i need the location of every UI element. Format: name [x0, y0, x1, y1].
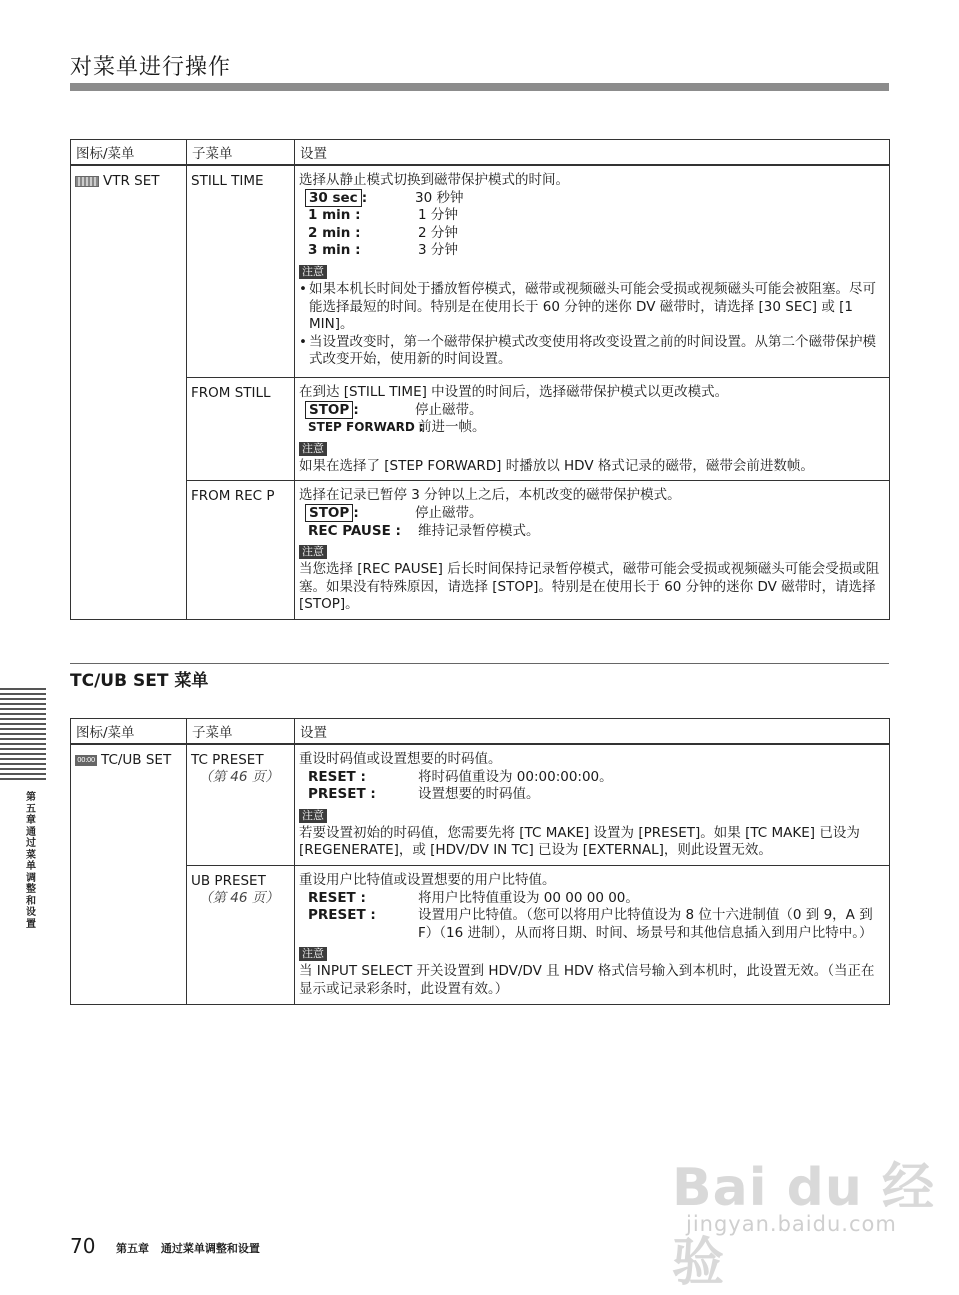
- option-key: 1 min :: [308, 207, 361, 224]
- title-bar: [70, 83, 889, 91]
- option-key: PRESET :: [308, 907, 376, 924]
- option-key: RESET :: [308, 889, 366, 906]
- table-row: [71, 378, 890, 481]
- setting-ub-preset: [295, 865, 890, 1004]
- table-row: [71, 481, 890, 620]
- table-header-row: [71, 719, 890, 745]
- option-key: STOP: [305, 401, 353, 419]
- table-row: [71, 744, 890, 865]
- header-menu: 图标/菜单: [71, 719, 187, 745]
- option-row: [299, 225, 885, 243]
- setting-description: 重设时码值或设置想要的时码值。: [299, 751, 502, 767]
- option-value: 30 秒钟: [415, 189, 464, 206]
- option-key: REC PAUSE :: [308, 522, 401, 539]
- option-value: 将用户比特值重设为 00 00 00 00。: [418, 889, 639, 906]
- header-menu: 图标/菜单: [71, 140, 187, 166]
- setting-description: 选择从静止模式切换到磁带保护模式的时间。: [299, 172, 569, 188]
- header-submenu: 子菜单: [187, 719, 295, 745]
- submenu-ub-preset: UB PRESET （第 46 页）: [187, 865, 295, 1004]
- option-row: [299, 207, 885, 225]
- page-title: 对菜单进行操作: [70, 55, 232, 80]
- page-reference: （第 46 页）: [199, 769, 279, 785]
- option-key: RESET :: [308, 768, 366, 785]
- setting-from-rec-p: [295, 481, 890, 620]
- option-row: STOP : 停止磁带。: [299, 402, 885, 420]
- note-text: 若要设置初始的时码值，您需要先将 [TC MAKE] 设置为 [PRESET]。如果 [TC MAKE] 已设为 [REGENERATE]，或 [HDV/DV IN TC] 已设为 [EXTERNAL]，则此设置无效。: [299, 824, 860, 859]
- note-bullet: • 如果本机长时间处于播放暂停模式，磁带或视频磁头可能会受损或视频磁头可能会被阻塞。尽可能选择最短的时间。特别是在使用长于 60 分钟的迷你 DV 磁带时，请选择 [30 SEC] 或 [1 MIN]。: [299, 280, 876, 333]
- table-row: [71, 165, 890, 378]
- option-row: [299, 523, 885, 541]
- option-value: 停止磁带。: [415, 401, 483, 418]
- chapter-tab-label: 第五章 通过菜单调整和设置: [26, 792, 36, 930]
- tape-icon: [75, 176, 99, 187]
- option-value: 停止磁带。: [415, 504, 483, 521]
- watermark-url: jingyan.baidu.com: [686, 1212, 897, 1236]
- note-text: 如果在选择了 [STEP FORWARD] 时播放以 HDV 格式记录的磁带，磁带会前进数帧。: [299, 457, 814, 474]
- setting-description: 选择在记录已暂停 3 分钟以上之后，本机改变的磁带保护模式。: [299, 487, 681, 504]
- option-key: 3 min :: [308, 242, 361, 259]
- option-value: 2 分钟: [418, 224, 458, 241]
- option-key: 2 min :: [308, 224, 361, 241]
- table-row: [71, 865, 890, 1004]
- section-title: TC/UB SET 菜单: [70, 671, 209, 691]
- tcub-set-table: [70, 718, 890, 1005]
- setting-from-still: [295, 378, 890, 481]
- option-row: [299, 242, 885, 260]
- option-row: [299, 419, 885, 437]
- menu-cell-tcub: [71, 744, 187, 1004]
- option-key: 30 sec: [305, 189, 362, 207]
- option-value: 将时码值重设为 00:00:00:00。: [418, 768, 613, 785]
- menu-cell-vtr: [71, 165, 187, 619]
- page-reference: （第 46 页）: [199, 889, 279, 906]
- header-submenu: 子菜单: [187, 140, 295, 166]
- option-row: 30 sec : 30 秒钟: [299, 190, 885, 208]
- note-bullet: • 当设置改变时，第一个磁带保护模式改变使用将改变设置之前的时间设置。从第二个磁带保护模式改变开始，使用新的时间设置。: [299, 333, 876, 368]
- option-value: 3 分钟: [418, 242, 458, 259]
- note-text: 当 INPUT SELECT 开关设置到 HDV/DV 且 HDV 格式信号输入到本机时，此设置无效。（当正在显示或记录彩条时，此设置有效。）: [299, 963, 875, 997]
- option-key: STOP: [305, 504, 353, 522]
- page-number: 70: [70, 1234, 96, 1258]
- option-key: PRESET :: [308, 786, 376, 803]
- note-text: 当您选择 [REC PAUSE] 后长时间保持记录暂停模式，磁带可能会受损或视频磁头可能会受损或阻塞。如果没有特殊原因，请选择 [STOP]。特别是在使用长于 60 分钟的迷你 DV 磁带时，请选择 [STOP]。: [299, 561, 880, 613]
- option-value: 设置用户比特值。（您可以将用户比特值设为 8 位十六进制值（0 到 9，A 到 F）（16 进制），从而将日期、时间、场景号和其他信息插入到用户比特中。）: [418, 907, 873, 941]
- option-value: 维持记录暂停模式。: [418, 522, 540, 539]
- setting-tc-preset: [295, 744, 890, 865]
- menu-label: VTR SET: [103, 173, 160, 189]
- option-row: [299, 907, 885, 942]
- option-row: [299, 769, 885, 787]
- note-badge: 注意: [299, 265, 327, 279]
- option-key: STEP FORWARD :: [308, 420, 424, 435]
- option-row: STOP : 停止磁带。: [299, 505, 885, 523]
- submenu-tc-preset: TC PRESET （第 46 页）: [187, 744, 295, 865]
- submenu-from-rec-p: FROM REC P: [187, 481, 295, 620]
- table-header-row: [71, 140, 890, 166]
- note-badge: 注意: [299, 545, 327, 559]
- note-badge: 注意: [299, 947, 327, 961]
- vtr-set-table: [70, 139, 890, 620]
- submenu-still-time: STILL TIME: [187, 165, 295, 378]
- option-value: 1 分钟: [418, 207, 458, 224]
- chapter-tab-lines: [0, 688, 46, 780]
- note-badge: 注意: [299, 809, 327, 823]
- option-row: [299, 890, 885, 908]
- footer-chapter: 第五章 通过菜单调整和设置: [116, 1242, 260, 1255]
- submenu-from-still: FROM STILL: [187, 378, 295, 481]
- option-value: 设置想要的时码值。: [418, 786, 540, 803]
- setting-description: 在到达 [STILL TIME] 中设置的时间后，选择磁带保护模式以更改模式。: [299, 384, 729, 400]
- option-value: 前进一帧。: [418, 419, 486, 436]
- option-row: [299, 786, 885, 804]
- note-badge: 注意: [299, 442, 327, 456]
- header-setting: 设置: [295, 140, 890, 166]
- header-setting: 设置: [295, 719, 890, 745]
- menu-label: TC/UB SET: [101, 752, 172, 768]
- timecode-icon: 00:00: [75, 755, 97, 766]
- setting-still-time: [295, 165, 890, 378]
- setting-description: 重设用户比特值或设置想要的用户比特值。: [299, 871, 556, 888]
- section-rule: [70, 663, 889, 664]
- watermark-logo: Bai du 经验: [672, 1158, 935, 1293]
